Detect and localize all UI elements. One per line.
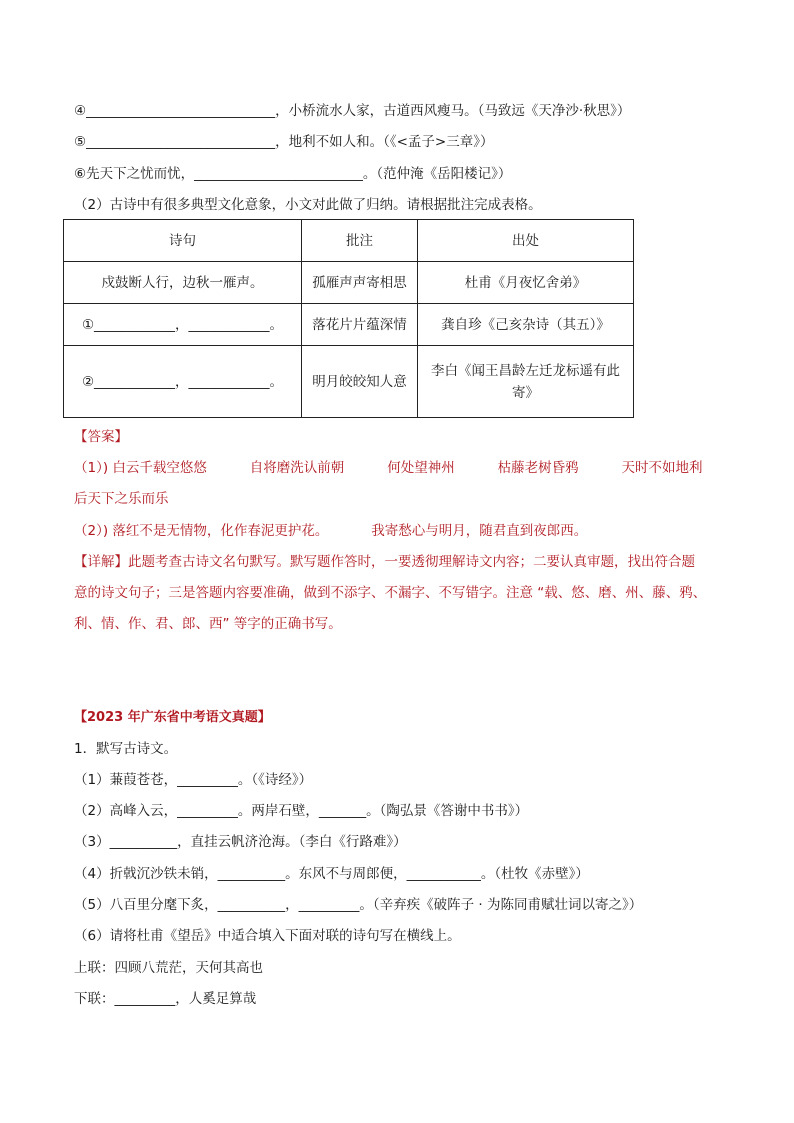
- table-cell: ②____________，____________。: [64, 346, 302, 418]
- q1-line-4: ④____________________________，小桥流水人家，古道西风瘦马。（马致远《天净沙·秋思》）: [74, 103, 631, 119]
- detail-line-1: [74, 552, 695, 572]
- section-line: （1）蒹葭苍苍，_________。（《诗经》）: [74, 772, 313, 788]
- table-header-row: [64, 220, 634, 262]
- table-cell: 戍鼓断人行，边秋一雁声。: [64, 262, 302, 304]
- table-cell: 龚自珍《己亥杂诗（其五）》: [418, 304, 634, 346]
- answer-line-1: （1）) 白云千载空悠悠 自将磨洗认前朝 何处望神州 枯藤老树昏鸦 天时不如地利: [74, 460, 703, 476]
- table-cell: ①____________，____________。: [64, 304, 302, 346]
- imagery-table: [63, 219, 634, 418]
- section-line: 上联：四顾八荒茫，天何其高也: [74, 960, 263, 976]
- section-title: 【2023 年广东省中考语文真题】: [74, 710, 271, 725]
- table-cell: 明月皎皎知人意: [302, 346, 418, 418]
- answer-label: 【答案】: [74, 429, 128, 445]
- table-row: [64, 262, 634, 304]
- answer-line-2: 后天下之乐而乐: [74, 491, 169, 507]
- q1-line-6: ⑥先天下之忧而忧，_________________________。（范仲淹《岳阳楼记》）: [74, 166, 512, 182]
- table-cell: 李白《闻王昌龄左迁龙标遥有此寄》: [418, 346, 634, 418]
- table-header-cell: 批注: [302, 220, 418, 262]
- detail-line-3: 利、情、作、君、郎、西” 等字的正确书写。: [74, 616, 342, 632]
- section-line: （2）高峰入云，_________。两岸石壁，_______。（陶弘景《答谢中书书》）: [74, 803, 529, 819]
- section-line: （4）折戟沉沙铁未销，__________。东风不与周郎便，___________。（杜牧《赤壁》）: [74, 866, 589, 882]
- detail-line-2: 意的诗文句子；三是答题内容要准确，做到不添字、不漏字、不写错字。注意 “载、悠、磨、州、藤、鸦、: [74, 585, 707, 601]
- q1-line-5: ⑤____________________________，地利不如人和。（《<孟子>三章》）: [74, 134, 494, 150]
- section-line: （5）八百里分麾下炙，__________，_________。（辛弃疾《破阵子 · 为陈同甫赋壮词以寄之》）: [74, 897, 643, 913]
- table-header-cell: 出处: [418, 220, 634, 262]
- answer-line-3: （2）) 落红不是无情物，化作春泥更护花。 我寄愁心与明月，随君直到夜郎西。: [74, 523, 588, 539]
- section-line: （3）__________，直挂云帆济沧海。（李白《行路难》）: [74, 834, 407, 850]
- detail-text: 此题考查古诗文名句默写。默写题作答时，一要透彻理解诗文内容；二要认真审题，找出符合题: [128, 554, 695, 570]
- table-cell: 落花片片蕴深情: [302, 304, 418, 346]
- q2-intro: （2）古诗中有很多典型文化意象，小文对此做了归纳。请根据批注完成表格。: [74, 197, 542, 213]
- section-line: 下联：_________，人奚足算哉: [74, 991, 257, 1007]
- section-line: 1．默写古诗文。: [74, 741, 178, 757]
- section-line: （6）请将杜甫《望岳》中适合填入下面对联的诗句写在横线上。: [74, 928, 461, 944]
- table-row: [64, 304, 634, 346]
- table-cell: 孤雁声声寄相思: [302, 262, 418, 304]
- detail-label: 【详解】: [74, 554, 128, 570]
- table-header-cell: 诗句: [64, 220, 302, 262]
- table-row: [64, 346, 634, 418]
- table-cell: 杜甫《月夜忆舍弟》: [418, 262, 634, 304]
